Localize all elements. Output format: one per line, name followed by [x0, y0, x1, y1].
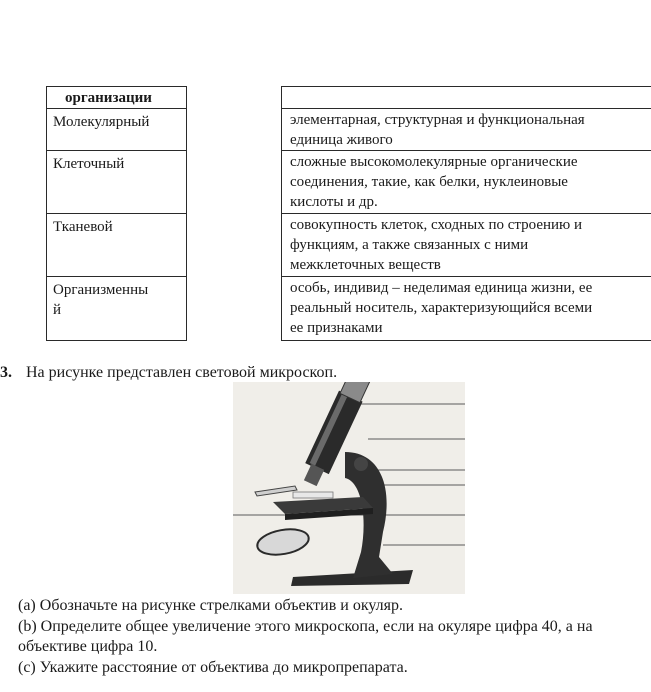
definition-3-line2: функциям, а также связанных с ними	[290, 237, 529, 253]
table-header-cell	[46, 86, 187, 109]
definition-1	[281, 108, 651, 151]
question-number: 3.	[0, 364, 12, 381]
level-cellular: Клеточный	[46, 150, 187, 214]
definition-3-line3: межклеточных веществ	[290, 257, 441, 273]
definition-2	[281, 150, 651, 214]
level-molecular: Молекулярный	[46, 108, 187, 151]
level-organism-line1: Организменны	[53, 282, 149, 298]
definitions-header-cell	[281, 86, 651, 109]
item-b-continued: объективе цифра 10.	[18, 638, 158, 655]
level-organism	[46, 276, 187, 341]
definition-2-line1: сложные высокомолекулярные органические	[290, 154, 578, 170]
focus-knob	[354, 457, 368, 471]
item-a: (a) Обозначьте на рисунке стрелками объектив и окуляр.	[18, 597, 404, 614]
item-c: (c) Укажите расстояние от объектива до микропрепарата.	[18, 659, 408, 676]
definition-3-line1: совокупность клеток, сходных по строению и	[290, 217, 583, 233]
level-tissue: Тканевой	[46, 213, 187, 277]
definition-1-line1: элементарная, структурная и функциональная	[290, 112, 585, 128]
slide	[293, 492, 333, 498]
definition-4-line2: реальный носитель, характеризующийся всеми	[290, 300, 593, 316]
definition-4-line1: особь, индивид – неделимая единица жизни, ее	[290, 280, 593, 296]
definition-2-line3: кислоты и др.	[290, 194, 378, 210]
microscope-figure	[233, 382, 465, 594]
table-header: организации	[65, 90, 152, 106]
question-text: На рисунке представлен световой микроскоп.	[26, 364, 338, 381]
definition-2-line2: соединения, такие, как белки, нуклеиновые	[290, 174, 568, 190]
definition-4	[281, 276, 651, 341]
definition-3	[281, 213, 651, 277]
level-organism-line2: й	[53, 302, 62, 318]
definition-1-line2: единица живого	[290, 132, 393, 148]
definition-4-line3: ее признаками	[290, 320, 383, 336]
item-b: (b) Определите общее увеличение этого микроскопа, если на окуляре цифра 40, а на	[18, 618, 593, 635]
